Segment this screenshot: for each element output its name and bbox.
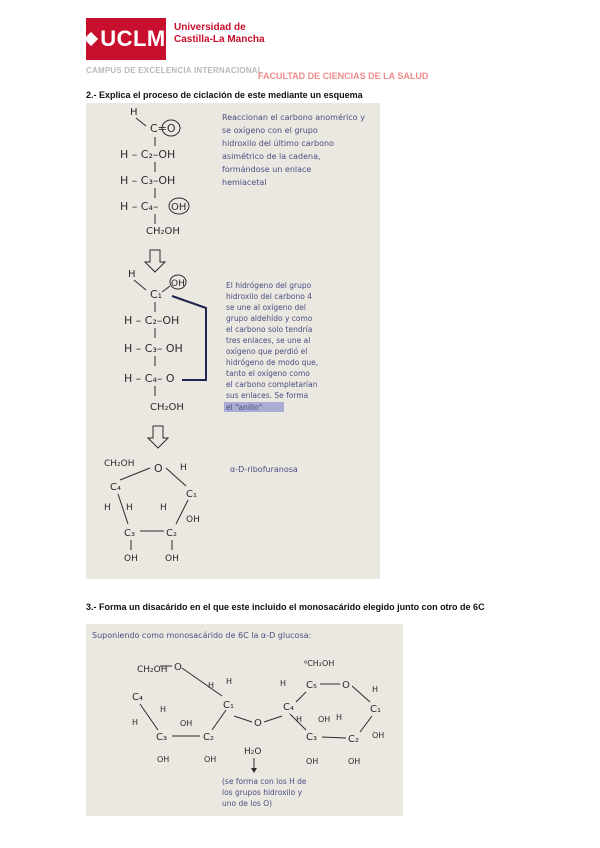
question-2: 2.- Explica el proceso de ciclación de este mediante un esquema	[86, 90, 363, 100]
ring-h: H	[126, 503, 133, 513]
note1-line: asimétrico de la cadena,	[222, 152, 321, 161]
left-oh: OH	[180, 719, 193, 728]
chain-bond	[136, 118, 146, 126]
right-c3: C₃	[306, 732, 317, 743]
note-1	[222, 112, 365, 187]
bridge-bond	[264, 716, 282, 722]
left-ch2oh: CH₂OH	[137, 665, 168, 675]
note1-line: se oxígeno con el grupo	[222, 126, 318, 135]
question-3: 3.- Forma un disacárido en el que este incluido el monosacárido elegido junto con otro de 6C	[86, 602, 485, 612]
note2-line: se une al oxígeno del	[226, 303, 306, 312]
chain2-h-top: H	[128, 269, 136, 280]
note2-line: hidrógeno de modo que,	[226, 358, 319, 367]
ring-ch2oh: CH₂OH	[104, 459, 135, 469]
left-pyranose	[132, 662, 234, 764]
left-bond	[140, 704, 158, 730]
right-h: H	[336, 713, 343, 722]
left-h: H	[226, 677, 233, 686]
note2-line: tanto el oxígeno como	[226, 369, 310, 378]
note2-line: el "anillo"	[226, 403, 263, 412]
left-h: H	[132, 718, 139, 727]
note2-line: tres enlaces, se une al	[226, 336, 311, 345]
right-bond	[352, 686, 370, 702]
left-bond	[212, 710, 226, 730]
right-oh: OH	[318, 715, 331, 724]
disaccharide-caption: Suponiendo como monosacárido de 6C la α-D glucosa:	[92, 631, 312, 640]
ring-c4: C₄	[110, 482, 121, 493]
university-line2: Castilla-La Mancha	[174, 34, 265, 45]
water-note-line: (se forma con los H de	[222, 777, 307, 786]
chain-with-bracket	[124, 269, 206, 413]
faculty-label: FACULTAD DE CIENCIAS DE LA SALUD	[258, 71, 429, 81]
note2-line: el carbono completarían	[226, 380, 318, 389]
right-c4: C₄	[283, 702, 294, 713]
furanose-ring	[104, 459, 200, 564]
chain-row5: CH₂OH	[146, 226, 180, 237]
left-ring-o: O	[174, 662, 182, 673]
right-oh: OH	[372, 731, 385, 740]
chain-oh-circled: OH	[171, 202, 187, 213]
chain2-oh-circled: OH	[171, 279, 185, 289]
right-c1: C₁	[370, 704, 381, 715]
right-bond	[322, 737, 346, 738]
note1-line: hidroxilo del último carbono	[222, 139, 334, 148]
water-arrow-head	[251, 768, 257, 773]
left-oh: OH	[204, 755, 217, 764]
left-bond	[182, 668, 222, 696]
chain2-row4: H – C₄– O	[124, 372, 175, 385]
bridge-o: O	[254, 718, 262, 729]
left-h: H	[208, 681, 215, 690]
chain-c1: C=O	[150, 122, 176, 135]
chain-h-top: H	[130, 107, 138, 118]
left-oh: OH	[157, 755, 170, 764]
ring-oh: OH	[186, 515, 200, 525]
ring-name: α-D-ribofuranosa	[230, 465, 298, 474]
chain2-row5: CH₂OH	[150, 402, 184, 413]
right-c5: C₅	[306, 680, 317, 691]
water-note-line: uno de los O)	[222, 799, 273, 808]
ring-closure-bracket	[172, 296, 206, 380]
left-h: H	[160, 705, 167, 714]
campus-label: CAMPUS DE EXCELENCIA INTERNACIONAL	[86, 66, 263, 75]
right-bond	[296, 692, 306, 702]
ring-oh: OH	[124, 554, 138, 564]
university-line1: Universidad de	[174, 22, 246, 33]
note2-line: sus enlaces. Se forma	[226, 391, 309, 400]
right-bond	[360, 716, 372, 732]
down-arrow-icon	[148, 426, 168, 448]
ring-bond	[120, 468, 150, 480]
glycosidic-bond	[234, 716, 282, 729]
ring-c3: C₃	[124, 528, 135, 539]
chain2-c1: C₁	[150, 288, 163, 301]
ring-c1: C₁	[186, 489, 197, 500]
note2-line: el carbono solo tendría	[226, 325, 313, 334]
note2-line: El hidrógeno del grupo	[226, 281, 312, 290]
ring-h: H	[160, 503, 167, 513]
left-c1: C₁	[223, 700, 234, 711]
logo-acronym: UCLM	[100, 26, 166, 51]
down-arrow-icon	[145, 250, 165, 272]
open-chain	[120, 107, 189, 237]
right-h: H	[296, 715, 303, 724]
ring-h: H	[104, 503, 111, 513]
note1-line: formándose un enlace	[222, 165, 312, 174]
note2-line: hidroxilo del carbono 4	[226, 292, 312, 301]
chain-row4: H – C₄–	[120, 200, 159, 213]
right-oh: OH	[306, 757, 319, 766]
chain2-row2: H – C₂–OH	[124, 314, 180, 327]
right-h: H	[280, 679, 287, 688]
ring-o: O	[154, 462, 163, 475]
chain-row3: H – C₃–OH	[120, 174, 176, 187]
ring-c2: C₂	[166, 528, 177, 539]
chain2-row3: H – C₃– OH	[124, 342, 183, 355]
left-c2: C₂	[203, 732, 214, 743]
right-oh: OH	[348, 757, 361, 766]
note1-line: hemiacetal	[222, 178, 267, 187]
right-c2: C₂	[348, 734, 359, 745]
right-c6: ⁶CH₂OH	[304, 659, 335, 668]
note-2	[224, 281, 318, 412]
right-pyranose	[280, 659, 384, 766]
water-note-line: los grupos hidroxilo y	[222, 788, 303, 797]
left-c3: C₃	[156, 732, 167, 743]
note2-line: oxígeno que perdió el	[226, 347, 308, 356]
water-label: H₂O	[244, 747, 262, 757]
left-c4: C₄	[132, 692, 143, 703]
note2-line: grupo aldehído y como	[226, 314, 313, 323]
right-h: H	[372, 685, 379, 694]
chain2-bond	[162, 286, 170, 292]
ring-oh: OH	[165, 554, 179, 564]
bridge-bond	[234, 716, 252, 722]
chain2-bond	[134, 280, 146, 290]
water-release	[222, 747, 307, 808]
ring-h: H	[180, 463, 187, 473]
right-ring-o: O	[342, 680, 350, 691]
chain-row2: H – C₂–OH	[120, 148, 176, 161]
note1-line: Reaccionan el carbono anomérico y	[222, 113, 365, 122]
